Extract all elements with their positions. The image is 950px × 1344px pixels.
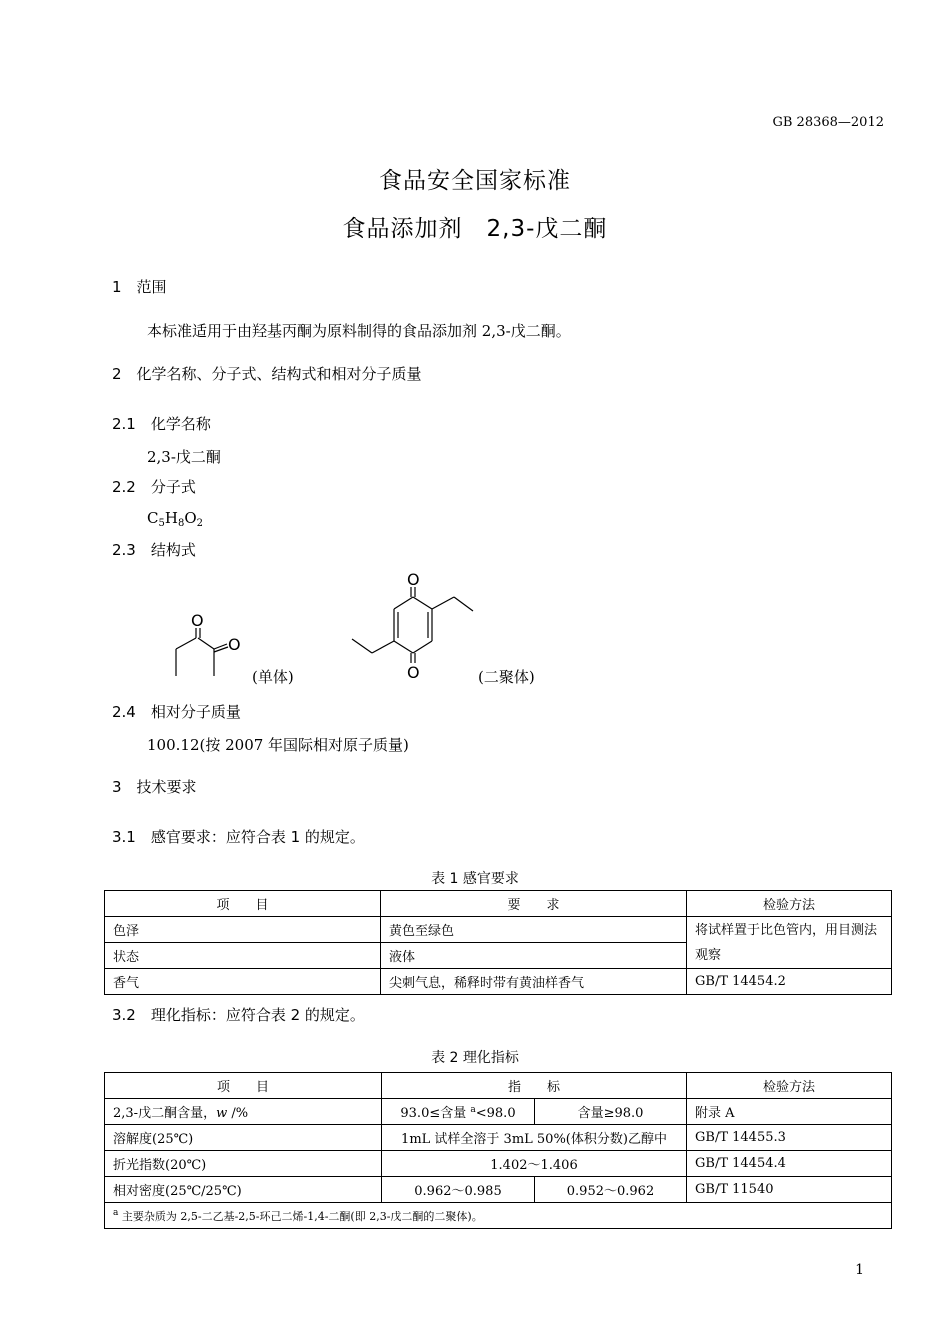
monomer-oxygen-2: O bbox=[228, 635, 241, 654]
dimer-oxygen-top: O bbox=[407, 570, 420, 589]
value-text: 93.0≤含量 bbox=[400, 1106, 471, 1121]
table-cell: 附录 A bbox=[687, 1099, 892, 1125]
table-header-cell: 项 目 bbox=[105, 1073, 382, 1099]
table-cell bbox=[382, 1099, 535, 1125]
table-row bbox=[105, 917, 892, 943]
table-header-cell: 项 目 bbox=[105, 891, 381, 917]
section-3-heading: 3 技术要求 bbox=[112, 778, 197, 796]
table-cell bbox=[105, 1099, 382, 1125]
document-title: 食品安全国家标准 bbox=[379, 168, 571, 194]
table-header-cell: 指 标 bbox=[382, 1073, 687, 1099]
section-2-2-heading: 2.2 分子式 bbox=[112, 478, 196, 496]
table-row bbox=[105, 891, 892, 917]
table-cell: 香气 bbox=[105, 969, 381, 995]
dimer-oxygen-bottom: O bbox=[407, 663, 420, 682]
table-row bbox=[105, 1177, 892, 1203]
physicochemical-table bbox=[104, 1072, 892, 1229]
item-unit: /% bbox=[227, 1106, 249, 1121]
table-row bbox=[105, 1099, 892, 1125]
table-row bbox=[105, 1073, 892, 1099]
table-header-cell: 检验方法 bbox=[687, 1073, 892, 1099]
document-subtitle: 食品添加剂 2,3-戊二酮 bbox=[342, 216, 608, 242]
section-3-2-heading: 3.2 理化指标：应符合表 2 的规定。 bbox=[112, 1006, 365, 1024]
table-cell: GB/T 14454.2 bbox=[687, 969, 892, 995]
formula-c: C bbox=[147, 509, 159, 527]
table-2-caption: 表 2 理化指标 bbox=[431, 1050, 519, 1066]
standard-code: GB 28368—2012 bbox=[772, 115, 884, 130]
table-row bbox=[105, 1203, 892, 1229]
table-header-cell: 要 求 bbox=[381, 891, 687, 917]
section-3-1-heading: 3.1 感官要求：应符合表 1 的规定。 bbox=[112, 828, 365, 846]
table-1-caption: 表 1 感官要求 bbox=[431, 871, 519, 887]
page-number: 1 bbox=[855, 1262, 864, 1278]
table-cell: 溶解度(25℃) bbox=[105, 1125, 382, 1151]
table-cell: 相对密度(25℃/25℃) bbox=[105, 1177, 382, 1203]
section-2-3-heading: 2.3 结构式 bbox=[112, 541, 196, 559]
table-cell: GB/T 14454.4 bbox=[687, 1151, 892, 1177]
monomer-structure bbox=[176, 628, 228, 676]
table-cell: 折光指数(20℃) bbox=[105, 1151, 382, 1177]
table-cell: 0.962～0.985 bbox=[382, 1177, 535, 1203]
footnote-mark: a bbox=[470, 1105, 476, 1115]
table-header-cell: 检验方法 bbox=[687, 891, 892, 917]
item-text: 2,3-戊二酮含量， bbox=[113, 1106, 217, 1121]
table-row bbox=[105, 1125, 892, 1151]
formula-h-count: 8 bbox=[177, 518, 185, 529]
formula-o: O bbox=[184, 509, 197, 527]
item-variable: w bbox=[216, 1106, 228, 1121]
table-cell: 尖刺气息，稀释时带有黄油样香气 bbox=[381, 969, 687, 995]
section-2-1-heading: 2.1 化学名称 bbox=[112, 415, 211, 433]
value-text: <98.0 bbox=[475, 1106, 516, 1121]
table-cell: 0.952～0.962 bbox=[535, 1177, 687, 1203]
footnote-text: 主要杂质为 2,5-二乙基-2,5-环己二烯-1,4-二酮(即 2,3-戊二酮的二聚体)。 bbox=[118, 1209, 483, 1223]
monomer-label: (单体) bbox=[252, 668, 294, 686]
table-cell: 将试样置于比色管内，用目测法观察 bbox=[687, 917, 892, 969]
dimer-label: (二聚体) bbox=[478, 668, 535, 686]
formula-o-count: 2 bbox=[196, 518, 204, 529]
table-cell: 状态 bbox=[105, 943, 381, 969]
table-row bbox=[105, 1151, 892, 1177]
table-row bbox=[105, 969, 892, 995]
table-cell: 黄色至绿色 bbox=[381, 917, 687, 943]
dimer-structure bbox=[352, 587, 473, 663]
formula-h: H bbox=[164, 509, 178, 527]
chemical-name: 2,3-戊二酮 bbox=[147, 448, 221, 466]
molecular-mass: 100.12(按 2007 年国际相对原子质量) bbox=[147, 736, 409, 754]
section-2-4-heading: 2.4 相对分子质量 bbox=[112, 703, 241, 721]
table-cell: 含量≥98.0 bbox=[535, 1099, 687, 1125]
sensory-requirements-table bbox=[104, 890, 892, 995]
table-cell: GB/T 14455.3 bbox=[687, 1125, 892, 1151]
section-1-heading: 1 范围 bbox=[112, 278, 167, 296]
section-1-text: 本标准适用于由羟基丙酮为原料制得的食品添加剂 2,3-戊二酮。 bbox=[147, 322, 571, 340]
section-2-heading: 2 化学名称、分子式、结构式和相对分子质量 bbox=[112, 365, 422, 383]
table-cell: 色泽 bbox=[105, 917, 381, 943]
table-cell: 1mL 试样全溶于 3mL 50%(体积分数)乙醇中 bbox=[382, 1125, 687, 1151]
formula-c-count: 5 bbox=[158, 518, 165, 529]
monomer-oxygen-1: O bbox=[191, 611, 204, 630]
table-cell: 1.402～1.406 bbox=[382, 1151, 687, 1177]
table-cell: 液体 bbox=[381, 943, 687, 969]
table-cell: GB/T 11540 bbox=[687, 1177, 892, 1203]
footnote-mark: a bbox=[113, 1207, 119, 1218]
table-footnote bbox=[105, 1203, 892, 1229]
